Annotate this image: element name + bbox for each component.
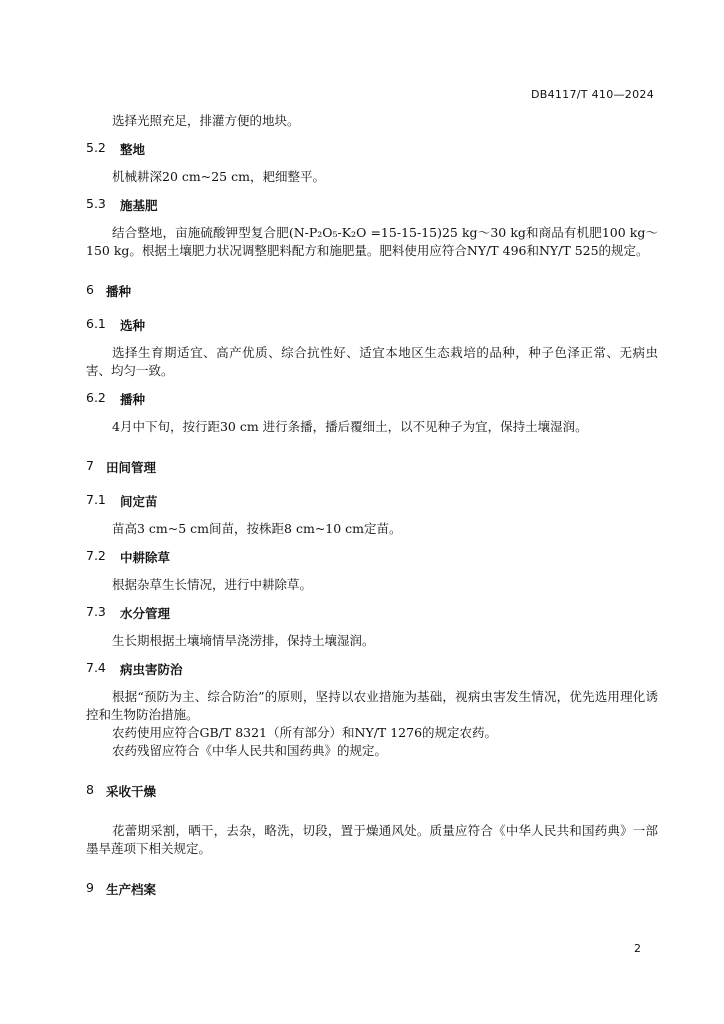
section-7-1-body: 苗高3 cm~5 cm间苗，按株距8 cm~10 cm定苗。: [112, 521, 402, 536]
heading-7: [86, 458, 658, 476]
heading-title: 田间管理: [106, 460, 157, 475]
heading-title: 间定苗: [120, 494, 158, 509]
heading-8: [86, 782, 658, 800]
heading-number: 7: [86, 458, 94, 473]
heading-number: 5.3: [86, 196, 106, 211]
section-6-2-body: 4月中下旬，按行距30 cm 进行条播，播后覆细土，以不见种子为宜，保持土壤湿润。: [112, 419, 588, 434]
section-8-body: 花蕾期采割，晒干，去杂，略洗，切段，置于燥通风处。质量应符合《中华人民共和国药典》一部墨旱莲项下相关规定。: [86, 823, 658, 856]
heading-title: 播种: [120, 392, 146, 407]
heading-number: 7.4: [86, 660, 106, 675]
section-5-1-tail: 选择光照充足，排灌方便的地块。: [112, 113, 300, 128]
heading-6-1: [86, 316, 658, 334]
heading-number: 6: [86, 282, 94, 297]
heading-title: 生产档案: [106, 882, 157, 897]
heading-7-1: [86, 492, 658, 510]
heading-number: 7.1: [86, 492, 106, 507]
heading-6: [86, 282, 658, 300]
heading-title: 病虫害防治: [120, 662, 183, 677]
heading-number: 5.2: [86, 140, 106, 155]
section-5-3-body: 结合整地，亩施硫酸钾型复合肥(N-P₂O₅-K₂O =15-15-15)25 kg～30 kg和商品有机肥100 kg～150 kg。根据土壤肥力状况调整肥料配方和施肥量。肥料使用应符合NY/T 496和NY/T 525的规定。: [86, 225, 658, 258]
heading-5-3: [86, 196, 658, 214]
document-code: DB4117/T 410—2024: [530, 88, 654, 101]
heading-7-4: [86, 660, 658, 678]
heading-number: 7.2: [86, 548, 106, 563]
heading-title: 选种: [120, 318, 146, 333]
heading-7-2: [86, 548, 658, 566]
heading-title: 采收干燥: [106, 784, 157, 799]
heading-title: 播种: [106, 284, 132, 299]
section-5-2-body: 机械耕深20 cm~25 cm，耙细整平。: [112, 169, 325, 184]
document-body: [86, 112, 658, 898]
heading-number: 6.1: [86, 316, 106, 331]
section-6-1-body: 选择生育期适宜、高产优质、综合抗性好、适宜本地区生态栽培的品种，种子色泽正常、无病虫害、均匀一致。: [86, 345, 658, 378]
heading-number: 6.2: [86, 390, 106, 405]
section-7-4-body-2: 农药使用应符合GB/T 8321（所有部分）和NY/T 1276的规定农药。: [112, 725, 498, 740]
heading-number: 8: [86, 782, 94, 797]
heading-title: 水分管理: [120, 606, 171, 621]
heading-title: 整地: [120, 142, 146, 157]
heading-number: 7.3: [86, 604, 106, 619]
heading-title: 施基肥: [120, 198, 158, 213]
heading-7-3: [86, 604, 658, 622]
heading-5-2: [86, 140, 658, 158]
section-7-4-body-3: 农药残留应符合《中华人民共和国药典》的规定。: [112, 743, 388, 758]
section-7-3-body: 生长期根据土壤墒情旱浇涝排，保持土壤湿润。: [112, 633, 375, 648]
page-number: 2: [634, 942, 641, 955]
heading-title: 中耕除草: [120, 550, 171, 565]
heading-9: [86, 880, 658, 898]
section-7-4-body-1: 根据“预防为主、综合防治”的原则，坚持以农业措施为基础，视病虫害发生情况，优先选用理化诱控和生物防治措施。: [86, 689, 658, 722]
heading-6-2: [86, 390, 658, 408]
heading-number: 9: [86, 880, 94, 895]
section-7-2-body: 根据杂草生长情况，进行中耕除草。: [112, 577, 313, 592]
